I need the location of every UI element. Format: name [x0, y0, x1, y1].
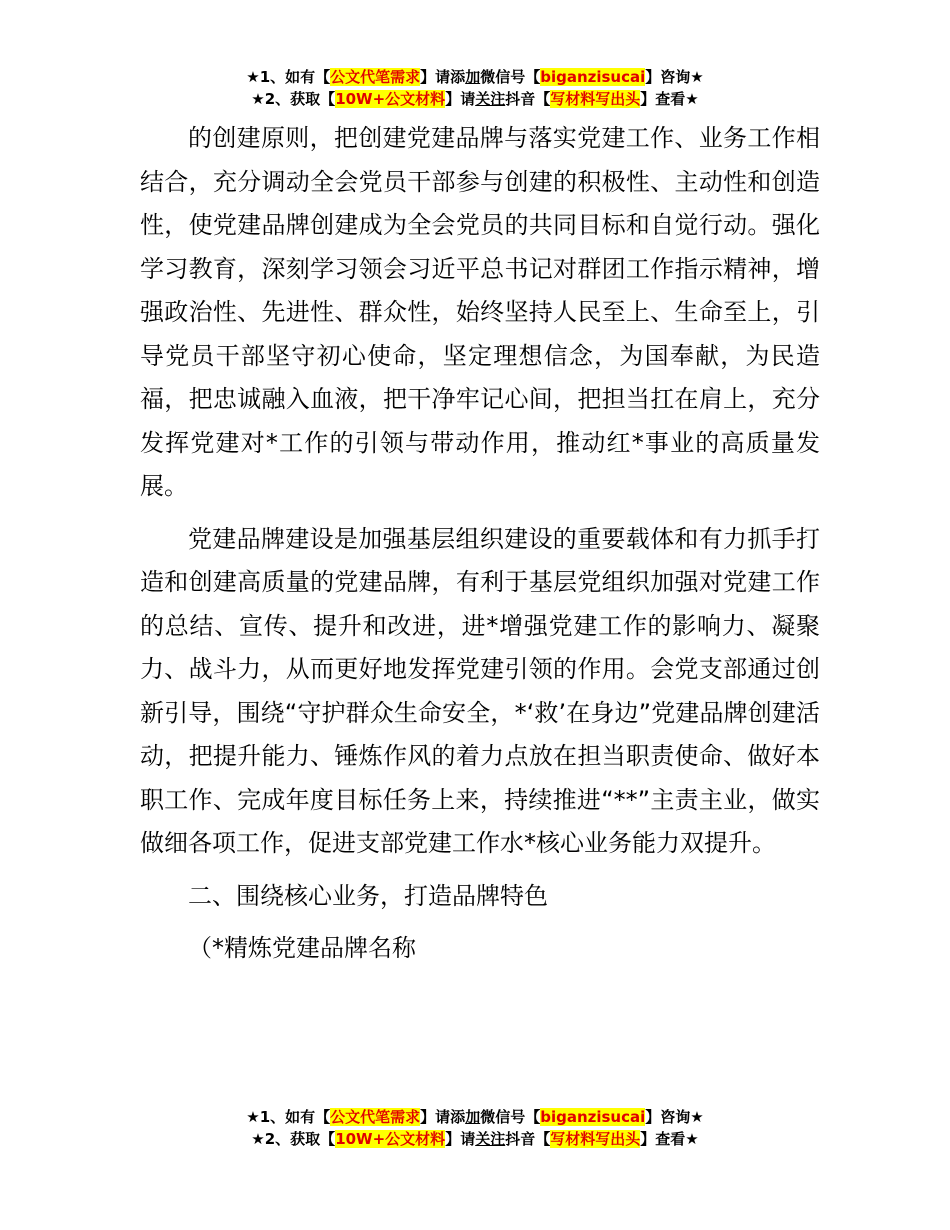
- banner-text: 微信号【: [480, 1108, 541, 1126]
- banner-underlined-text: 关注: [475, 90, 506, 108]
- banner-underlined-text: 加: [465, 68, 481, 86]
- document-body: [140, 117, 820, 971]
- banner-highlight: 公文代笔需求: [330, 68, 421, 86]
- banner-line-1: [0, 1106, 950, 1128]
- banner-text: 】咨询★: [645, 1108, 704, 1126]
- banner-line-2: [0, 88, 950, 110]
- banner-text: 】请添: [420, 1108, 466, 1126]
- banner-text: 微信号【: [480, 68, 541, 86]
- banner-underlined-text: 关注: [475, 1130, 506, 1148]
- banner-text: 】查看★: [640, 90, 699, 108]
- banner-highlight-wechat-id: biganzisucai: [540, 1108, 646, 1126]
- banner-text: 】请: [445, 90, 476, 108]
- banner-highlight: 公文代笔需求: [330, 1108, 421, 1126]
- banner-text: 】查看★: [640, 1130, 699, 1148]
- banner-highlight: 10W+公文材料: [335, 90, 446, 108]
- banner-text: ★1、如有【: [246, 1108, 331, 1126]
- header-banner: [0, 66, 950, 110]
- banner-highlight: 10W+公文材料: [335, 1130, 446, 1148]
- banner-line-1: [0, 66, 950, 88]
- banner-text: 】请: [445, 1130, 476, 1148]
- banner-text: 】咨询★: [645, 68, 704, 86]
- banner-text: ★2、获取【: [251, 90, 336, 108]
- banner-text: 抖音【: [505, 1130, 551, 1148]
- banner-highlight-wechat-id: biganzisucai: [540, 68, 646, 86]
- banner-highlight-douyin: 写材料写出头: [550, 90, 641, 108]
- subsection-heading: （*精炼党建品牌名称: [188, 934, 416, 962]
- banner-text: ★1、如有【: [246, 68, 331, 86]
- banner-underlined-text: 加: [465, 1108, 481, 1126]
- banner-highlight-douyin: 写材料写出头: [550, 1130, 641, 1148]
- banner-text: 】请添: [420, 68, 466, 86]
- banner-text: ★2、获取【: [251, 1130, 336, 1148]
- banner-line-2: [0, 1128, 950, 1150]
- body-paragraph-1: 的创建原则，把创建党建品牌与落实党建工作、业务工作相结合，充分调动全会党员干部参与创建的积极性、主动性和创造性，使党建品牌创建成为全会党员的共同目标和自觉行动。强化学习教育，深刻学习领会习近平总书记对群团工作指示精神，增强政治性、先进性、群众性，始终坚持人民至上、生命至上，引导党员干部坚守初心使命，坚定理想信念，为国奉献，为民造福，把忠诚融入血液，把干净牢记心间，把担当扛在肩上，充分发挥党建对*工作的引领与带动作用，推动红*事业的高质量发展。: [140, 124, 820, 500]
- body-paragraph-2: 党建品牌建设是加强基层组织建设的重要载体和有力抓手打造和创建高质量的党建品牌，有利于基层党组织加强对党建工作的总结、宣传、提升和改进，进*增强党建工作的影响力、凝聚力、战斗力，从而更好地发挥党建引领的作用。会党支部通过创新引导，围绕“守护群众生命安全，*‘救’在身边”党建品牌创建活动，把提升能力、锤炼作风的着力点放在担当职责使命、做好本职工作、完成年度目标任务上来，持续推进“**”主责主业，做实做细各项工作，促进支部党建工作水*核心业务能力双提升。: [140, 524, 820, 857]
- section-heading: 二、围绕核心业务，打造品牌特色: [188, 881, 548, 910]
- banner-text: 抖音【: [505, 90, 551, 108]
- footer-banner: [0, 1106, 950, 1150]
